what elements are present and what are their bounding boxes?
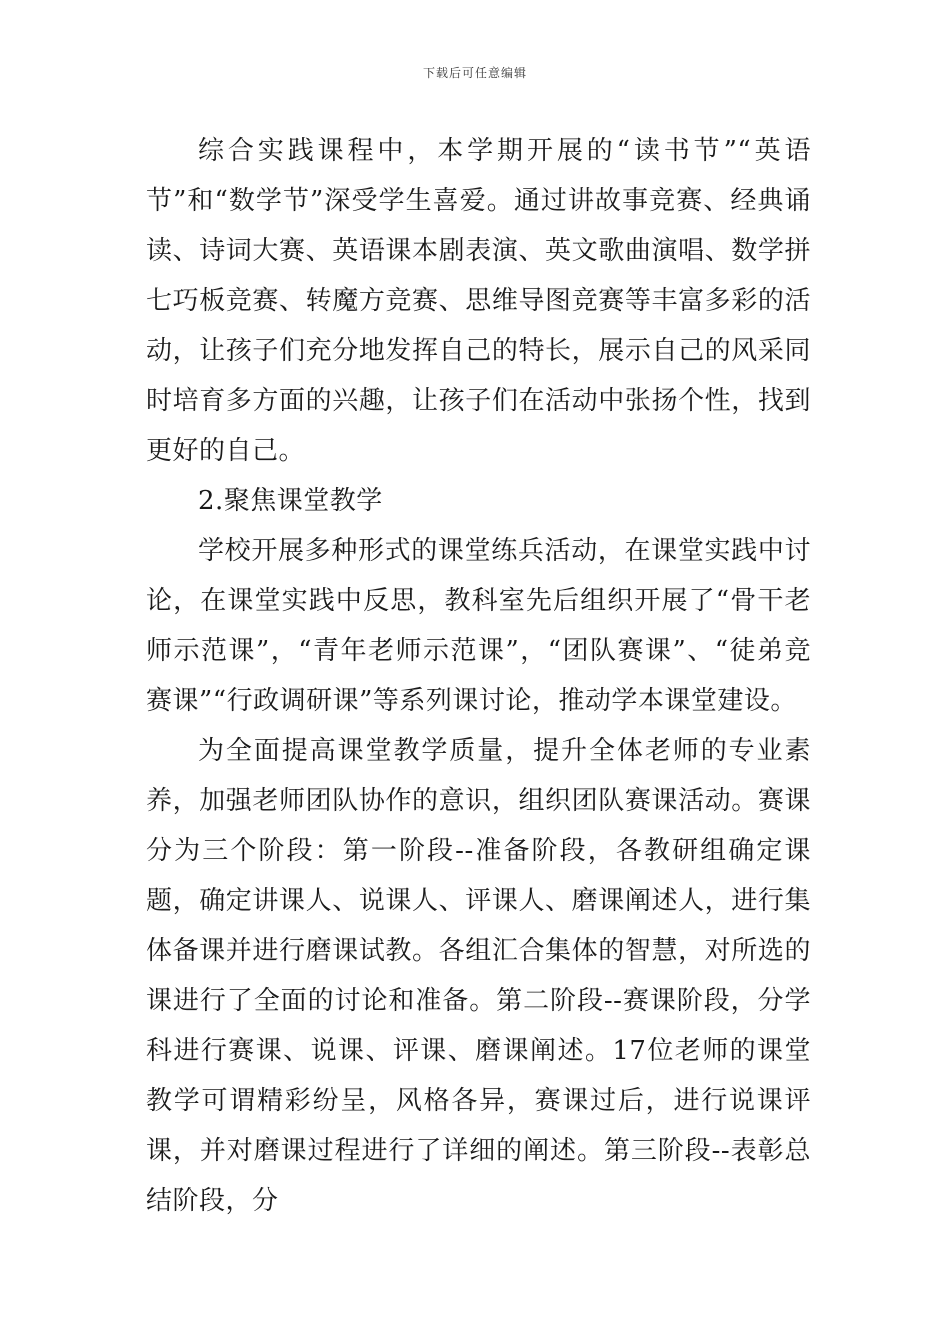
- paragraph-team-competition: 为全面提高课堂教学质量，提升全体老师的专业素养，加强老师团队协作的意识，组织团队赛课活动。赛课分为三个阶段：第一阶段--准备阶段，各教研组确定课题，确定讲课人、说课人、评课人、磨课阐述人，进行集体备课并进行磨课试教。各组汇合集体的智慧，对所选的课进行了全面的讨论和准备。第二阶段--赛课阶段，分学科进行赛课、说课、评课、磨课阐述。17位老师的课堂教学可谓精彩纷呈，风格各异，赛课过后，进行说课评课，并对磨课过程进行了详细的阐述。第三阶段--表彰总结阶段，分: [146, 736, 811, 1216]
- document-body: [146, 126, 811, 1226]
- page-header: 下载后可任意编辑: [422, 66, 527, 80]
- section-heading-classroom-teaching: 2.聚焦课堂教学: [198, 486, 383, 516]
- paragraph-practice-courses: 综合实践课程中，本学期开展的“读书节”“英语节”和“数学节”深受学生喜爱。通过讲故事竞赛、经典诵读、诗词大赛、英语课本剧表演、英文歌曲演唱、数学拼七巧板竞赛、转魔方竞赛、思维导图竞赛等丰富多彩的活动，让孩子们充分地发挥自己的特长，展示自己的风采同时培育多方面的兴趣，让孩子们在活动中张扬个性，找到更好的自己。: [146, 136, 811, 466]
- paragraph-classroom-training: 学校开展多种形式的课堂练兵活动，在课堂实践中讨论，在课堂实践中反思，教科室先后组织开展了“骨干老师示范课”，“青年老师示范课”，“团队赛课”、“徒弟竞赛课”“行政调研课”等系列课讨论，推动学本课堂建设。: [146, 536, 811, 716]
